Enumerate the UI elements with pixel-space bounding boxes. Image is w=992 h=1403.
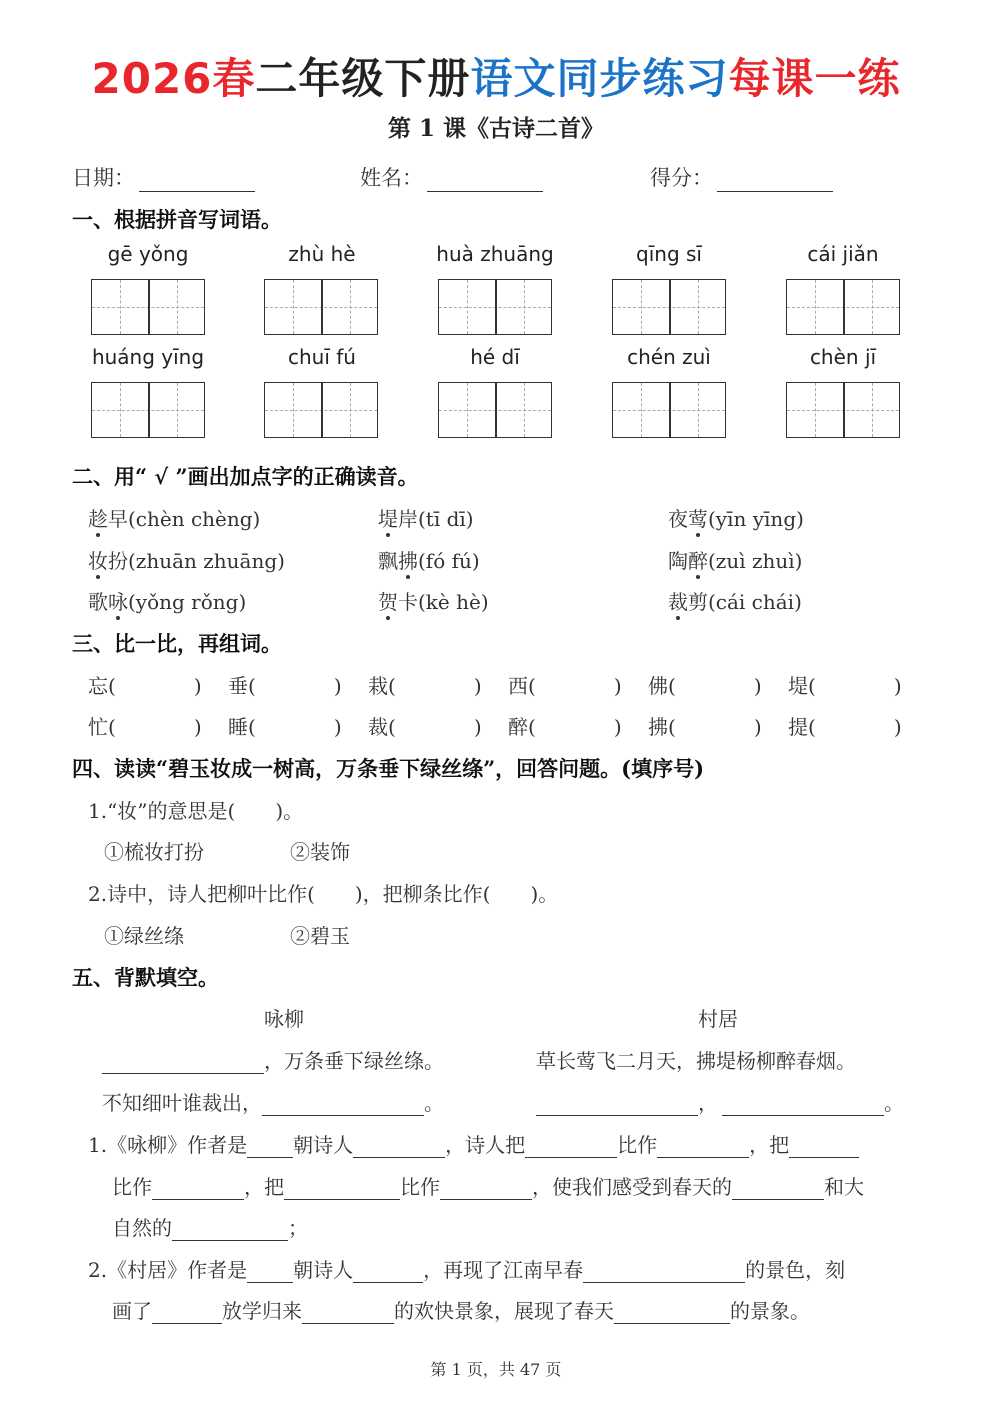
option: ②装饰 xyxy=(290,840,350,864)
name-field[interactable] xyxy=(360,162,543,192)
word-slot[interactable]: 忘( ) xyxy=(88,674,202,698)
writing-grid[interactable] xyxy=(264,279,378,335)
date-field[interactable] xyxy=(72,162,255,192)
poem-line[interactable]: 不知细叶谁裁出， 。 xyxy=(102,1091,444,1115)
writing-grid[interactable] xyxy=(612,382,726,438)
reading-item[interactable]: 妆扮(zhuān zhuāng) xyxy=(88,545,285,574)
word-slot[interactable]: 睡( ) xyxy=(228,715,342,739)
score-label: 得分： xyxy=(650,166,713,190)
pinyin-label: zhù hè xyxy=(288,242,356,266)
reading-item[interactable]: 陶醉(zuì zhuì) xyxy=(668,545,802,574)
pinyin-label: hé dī xyxy=(470,345,520,369)
writing-grid[interactable] xyxy=(612,279,726,335)
score-field[interactable] xyxy=(650,162,833,192)
poem-title: 村居 xyxy=(698,1007,738,1031)
fill-question-1[interactable]: 自然的 ； xyxy=(112,1216,308,1240)
question-2[interactable]: 2.诗中，诗人把柳叶比作( )，把柳条比作( )。 xyxy=(88,882,559,906)
section-2-heading: 二、用“ √ ”画出加点字的正确读音。 xyxy=(72,464,419,489)
writing-grid[interactable] xyxy=(438,279,552,335)
reading-item[interactable]: 堤岸(tī dī) xyxy=(378,503,474,532)
poem-line[interactable]: ， 。 xyxy=(536,1087,904,1116)
section-3-heading: 三、比一比，再组词。 xyxy=(72,631,282,656)
pinyin-label: chuī fú xyxy=(288,345,356,369)
name-label: 姓名： xyxy=(360,166,423,190)
word-slot[interactable]: 堤( ) xyxy=(788,674,902,698)
page-title xyxy=(0,46,992,106)
word-slot[interactable]: 拂( ) xyxy=(648,715,762,739)
word-slot[interactable]: 栽( ) xyxy=(368,674,482,698)
word-slot[interactable]: 佛( ) xyxy=(648,674,762,698)
fill-question-1[interactable]: 1.《咏柳》作者是 朝诗人 ，诗人把 比作 ，把 xyxy=(88,1129,859,1158)
reading-item[interactable]: 夜莺(yīn yīng) xyxy=(668,503,804,532)
section-1-heading: 一、根据拼音写词语。 xyxy=(72,207,282,232)
option: ①梳妆打扮 xyxy=(104,840,204,864)
word-slot[interactable]: 裁( ) xyxy=(368,715,482,739)
word-slot[interactable]: 垂( ) xyxy=(228,674,342,698)
section-5-heading: 五、背默填空。 xyxy=(72,965,219,990)
option: ②碧玉 xyxy=(290,924,350,948)
poem-line: 草长莺飞二月天，拂堤杨柳醉春烟。 xyxy=(536,1049,856,1073)
writing-grid[interactable] xyxy=(91,382,205,438)
word-slot[interactable]: 提( ) xyxy=(788,715,902,739)
date-label: 日期： xyxy=(72,166,135,190)
pinyin-label: cái jiǎn xyxy=(807,242,879,266)
pinyin-label: qīng sī xyxy=(636,242,702,266)
pinyin-label: huà zhuāng xyxy=(436,242,554,266)
title-subject: 语文同步练习 xyxy=(470,54,729,103)
word-slot[interactable]: 醉( ) xyxy=(508,715,622,739)
lesson-title: 第 1 课《古诗二首》 xyxy=(387,115,605,142)
writing-grid[interactable] xyxy=(786,382,900,438)
pinyin-label: chèn jī xyxy=(809,345,877,369)
word-slot[interactable]: 忙( ) xyxy=(88,715,202,739)
fill-question-1[interactable]: 比作 ，把 比作 ，使我们感受到春天的 和大 xyxy=(112,1175,864,1199)
writing-grid[interactable] xyxy=(786,279,900,335)
page-number: 第 1 页，共 47 页 xyxy=(430,1360,562,1379)
pinyin-label: gē yǒng xyxy=(107,242,189,266)
title-year: 2026春 xyxy=(91,54,256,103)
reading-item[interactable]: 裁剪(cái chái) xyxy=(668,586,802,615)
section-4-heading: 四、读读“碧玉妆成一树高，万条垂下绿丝绦”，回答问题。(填序号) xyxy=(72,756,705,781)
writing-grid[interactable] xyxy=(264,382,378,438)
poem-line[interactable]: ，万条垂下绿丝绦。 xyxy=(102,1045,444,1074)
fill-question-2[interactable]: 画了 放学归来 的欢快景象，展现了春天 的景象。 xyxy=(112,1299,810,1323)
question-1[interactable]: 1.“妆”的意思是( )。 xyxy=(88,799,304,823)
reading-item[interactable]: 贺卡(kè hè) xyxy=(378,586,489,615)
pinyin-label: chén zuì xyxy=(627,345,711,369)
word-slot[interactable]: 西( ) xyxy=(508,674,622,698)
option: ①绿丝绦 xyxy=(104,924,184,948)
writing-grid[interactable] xyxy=(91,279,205,335)
reading-item[interactable]: 趁早(chèn chèng) xyxy=(88,503,260,532)
writing-grid[interactable] xyxy=(438,382,552,438)
title-grade: 二年级下册 xyxy=(255,54,471,103)
poem-title: 咏柳 xyxy=(264,1007,304,1031)
fill-question-2[interactable]: 2.《村居》作者是 朝诗人 ，再现了江南早春 的景色，刻 xyxy=(88,1258,846,1282)
pinyin-label: huáng yīng xyxy=(91,345,205,369)
reading-item[interactable]: 歌咏(yǒng rǒng) xyxy=(88,586,246,615)
title-tag: 每课一练 xyxy=(728,54,901,103)
reading-item[interactable]: 飘拂(fó fú) xyxy=(378,545,480,574)
